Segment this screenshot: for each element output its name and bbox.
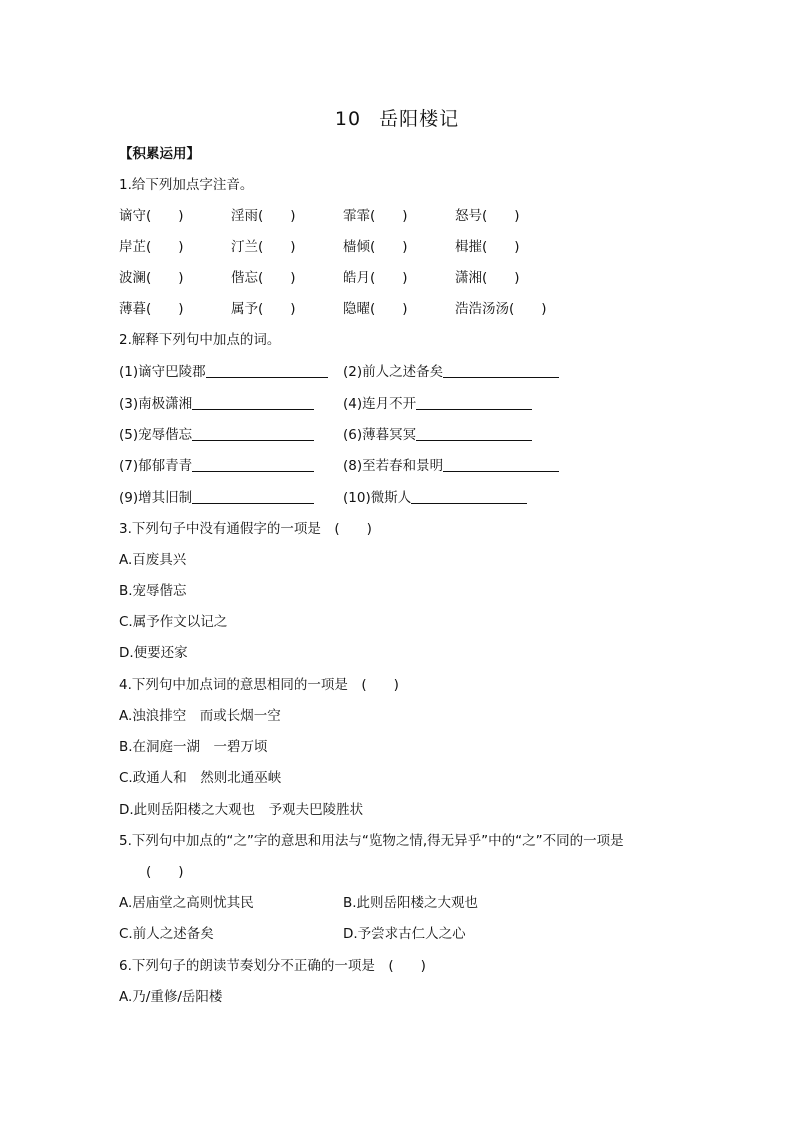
q1-item: 楫摧( ) — [455, 239, 520, 255]
q1-item: 偕忘( ) — [231, 270, 296, 286]
q5-option: D.予尝求古仁人之心 — [343, 926, 466, 942]
q4-option: D.此则岳阳楼之大观也 予观夫巴陵胜状 — [119, 802, 364, 818]
answer-blank[interactable] — [206, 362, 328, 378]
q5-option: A.居庙堂之高则忧其民 — [119, 895, 254, 911]
q2-item: (10)微斯人 — [343, 490, 412, 506]
lesson-title: 岳阳楼记 — [379, 108, 460, 130]
answer-blank[interactable] — [411, 488, 527, 504]
q2-item: (4)连月不开 — [343, 396, 417, 412]
q2-item: (9)增其旧制 — [119, 490, 193, 506]
answer-blank[interactable] — [416, 394, 532, 410]
q1-item: 怒号( ) — [455, 208, 520, 224]
q2-item: (7)郁郁青青 — [119, 458, 193, 474]
answer-blank[interactable] — [443, 362, 559, 378]
q5-option: B.此则岳阳楼之大观也 — [343, 895, 479, 911]
q1-item: 薄暮( ) — [119, 301, 184, 317]
q6-prompt: 6.下列句子的朗读节奏划分不正确的一项是 ( ) — [119, 958, 426, 974]
q1-item: 岸芷( ) — [119, 239, 184, 255]
answer-blank[interactable] — [416, 425, 532, 441]
answer-blank[interactable] — [192, 394, 314, 410]
q3-option: A.百废具兴 — [119, 552, 187, 568]
q4-option: B.在洞庭一湖 一碧万顷 — [119, 739, 268, 755]
answer-blank[interactable] — [192, 488, 314, 504]
q1-item: 淫雨( ) — [231, 208, 296, 224]
lesson-number: 10 — [334, 108, 362, 130]
q4-prompt: 4.下列句中加点词的意思相同的一项是 ( ) — [119, 677, 399, 693]
q4-option: A.浊浪排空 而或长烟一空 — [119, 708, 281, 724]
q2-item: (3)南极潇湘 — [119, 396, 193, 412]
answer-blank[interactable] — [192, 425, 314, 441]
q3-option: B.宠辱偕忘 — [119, 583, 187, 599]
q1-item: 汀兰( ) — [231, 239, 296, 255]
q1-item: 樯倾( ) — [343, 239, 408, 255]
q1-item: 谪守( ) — [119, 208, 184, 224]
q2-item: (2)前人之述备矣 — [343, 364, 444, 380]
q2-item: (6)薄暮冥冥 — [343, 427, 417, 443]
q1-item: 皓月( ) — [343, 270, 408, 286]
q6-option: A.乃/重修/岳阳楼 — [119, 989, 223, 1005]
q1-item: 浩浩汤汤( ) — [455, 301, 547, 317]
q2-prompt: 2.解释下列句中加点的词。 — [119, 332, 281, 348]
q1-item: 隐曜( ) — [343, 301, 408, 317]
q2-item: (8)至若春和景明 — [343, 458, 444, 474]
q4-option: C.政通人和 然则北通巫峡 — [119, 770, 282, 786]
q1-item: 潇湘( ) — [455, 270, 520, 286]
answer-blank[interactable] — [443, 456, 559, 472]
q3-option: C.属予作文以记之 — [119, 614, 228, 630]
q2-item: (5)宠辱偕忘 — [119, 427, 193, 443]
q3-prompt: 3.下列句子中没有通假字的一项是 ( ) — [119, 521, 372, 537]
q1-item: 霏霏( ) — [343, 208, 408, 224]
section-heading: 【积累运用】 — [119, 146, 200, 162]
q2-item: (1)谪守巴陵郡 — [119, 364, 206, 380]
q5-option: C.前人之述备矣 — [119, 926, 214, 942]
q5-prompt: 5.下列句中加点的“之”字的意思和用法与“览物之情,得无异乎”中的“之”不同的一项是 — [119, 833, 624, 849]
q1-prompt: 1.给下列加点字注音。 — [119, 177, 254, 193]
q1-item: 属予( ) — [231, 301, 296, 317]
answer-blank[interactable] — [192, 456, 314, 472]
q1-item: 波澜( ) — [119, 270, 184, 286]
page-title — [0, 104, 794, 131]
q5-answer-paren: ( ) — [146, 864, 184, 880]
q3-option: D.便要还家 — [119, 645, 188, 661]
